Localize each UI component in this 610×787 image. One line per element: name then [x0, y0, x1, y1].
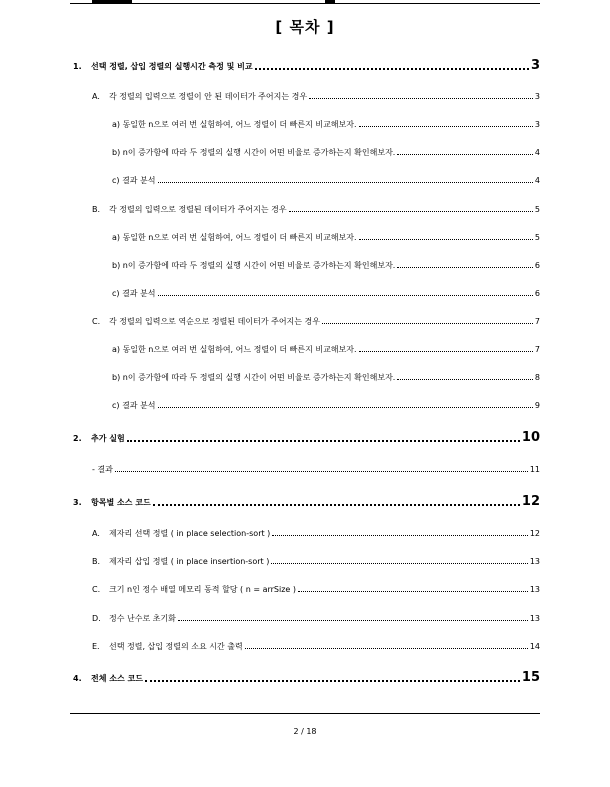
toc-entry-title: 전체 소스 코드 — [91, 674, 143, 683]
toc-entry-page: 9 — [534, 401, 540, 410]
toc-entry-title: 선택 정렬, 삽입 정렬의 실행시간 측정 및 비교 — [91, 62, 253, 71]
toc-entry-page: 13 — [529, 585, 540, 594]
toc-entry-page: 7 — [534, 345, 540, 354]
toc-entry-number: D. — [92, 614, 101, 623]
toc-entry[interactable] — [92, 528, 540, 539]
toc-entry-page: 3 — [534, 120, 540, 129]
toc-entry-number: 3. — [73, 498, 82, 507]
toc-entry[interactable] — [112, 119, 540, 130]
toc-entry[interactable] — [92, 91, 540, 102]
dot-leader — [359, 239, 533, 240]
toc-entry-page: 11 — [529, 465, 540, 474]
toc-entry-page: 5 — [534, 205, 540, 214]
dot-leader — [397, 267, 533, 268]
toc-entry-page: 13 — [529, 614, 540, 623]
toc-entry-number: A. — [92, 92, 100, 101]
toc-entry[interactable] — [112, 344, 540, 355]
toc-entry[interactable] — [92, 641, 540, 652]
toc-entry-title: 각 정렬의 입력으로 역순으로 정렬된 데이터가 주어지는 경우 — [109, 317, 320, 326]
toc-entry[interactable] — [92, 204, 540, 215]
toc-entry-title: a) 동일한 n으로 여러 번 실험하여, 어느 정렬이 더 빠른지 비교해보자. — [112, 120, 357, 129]
toc-entry-page: 12 — [521, 494, 540, 509]
toc-entry-page: 12 — [529, 529, 540, 538]
toc-entry-page: 10 — [521, 430, 540, 445]
dot-leader — [298, 591, 528, 592]
toc-entry[interactable] — [92, 464, 540, 475]
toc-entry-page: 6 — [534, 261, 540, 270]
header-rule — [70, 3, 540, 4]
dot-leader — [289, 211, 533, 212]
toc-entry-title: b) n이 증가함에 따라 두 정렬의 실행 시간이 어떤 비율로 증가하는지 확인해보자. — [112, 261, 396, 270]
toc-title: [ 목차 ] — [275, 18, 335, 36]
toc-entry-title: c) 결과 분석 — [112, 401, 156, 410]
toc-entry[interactable] — [92, 316, 540, 327]
toc-entry[interactable] — [73, 430, 540, 445]
toc-entry[interactable] — [92, 556, 540, 567]
header-fragment — [92, 0, 132, 3]
dot-leader — [158, 182, 533, 183]
toc-entry[interactable] — [112, 260, 540, 271]
toc-entry-page: 3 — [530, 58, 540, 73]
page-indicator: 2 / 18 — [293, 727, 317, 736]
toc-entry-number: 4. — [73, 674, 82, 683]
toc-entry[interactable] — [112, 232, 540, 243]
dot-leader — [255, 68, 529, 70]
toc-entry-page: 14 — [529, 642, 540, 651]
toc-entry-number: E. — [92, 642, 100, 651]
toc-entry-title: 각 정렬의 입력으로 정렬이 안 된 데이터가 주어지는 경우 — [109, 92, 308, 101]
toc-entry-number: C. — [92, 585, 101, 594]
toc-entry-title: 크기 n인 정수 배열 메모리 동적 할당 ( n = arrSize ) — [109, 585, 297, 594]
dot-leader — [158, 407, 533, 408]
toc-entry-title: b) n이 증가함에 따라 두 정렬의 실행 시간이 어떤 비율로 증가하는지 확인해보자. — [112, 148, 396, 157]
toc-entry[interactable] — [112, 147, 540, 158]
toc-entry[interactable] — [73, 58, 540, 73]
toc-entry-title: a) 동일한 n으로 여러 번 실험하여, 어느 정렬이 더 빠른지 비교해보자. — [112, 233, 357, 242]
dot-leader — [115, 471, 528, 472]
toc-entry-page: 4 — [534, 148, 540, 157]
toc-entry-title: 제자리 선택 정렬 ( in place selection-sort ) — [109, 529, 271, 538]
header-fragment — [325, 0, 335, 3]
toc-entry[interactable] — [112, 400, 540, 411]
toc-entry-title: - 결과 — [92, 465, 113, 474]
toc-entry-page: 5 — [534, 233, 540, 242]
toc-entry-number: B. — [92, 557, 101, 566]
footer-rule — [70, 713, 540, 714]
dot-leader — [245, 648, 528, 649]
toc-entry-page: 3 — [534, 92, 540, 101]
toc-entry[interactable] — [112, 372, 540, 383]
dot-leader — [359, 126, 533, 127]
toc-entry-page: 6 — [534, 289, 540, 298]
dot-leader — [178, 620, 528, 621]
toc-entry[interactable] — [73, 494, 540, 509]
toc-entry-title: 제자리 삽입 정렬 ( in place insertion-sort ) — [109, 557, 270, 566]
toc-entry-page: 15 — [521, 670, 540, 685]
toc-entry-number: B. — [92, 205, 101, 214]
dot-leader — [145, 680, 520, 682]
toc-entry-page: 7 — [534, 317, 540, 326]
dot-leader — [359, 351, 533, 352]
toc-entry-page: 8 — [534, 373, 540, 382]
dot-leader — [397, 154, 533, 155]
dot-leader — [322, 323, 533, 324]
toc-entry-number: 1. — [73, 62, 82, 71]
dot-leader — [397, 379, 533, 380]
toc-entry-title: 항목별 소스 코드 — [91, 498, 151, 507]
toc-entry-page: 4 — [534, 176, 540, 185]
toc-entry-title: c) 결과 분석 — [112, 289, 156, 298]
toc-entry-title: 추가 실험 — [91, 434, 125, 443]
toc-entry[interactable] — [92, 613, 540, 624]
toc-entry-title: c) 결과 분석 — [112, 176, 156, 185]
toc-entry-number: A. — [92, 529, 100, 538]
toc-entry[interactable] — [73, 670, 540, 685]
toc-entry-title: 정수 난수로 초기화 — [109, 614, 176, 623]
toc-entry-title: a) 동일한 n으로 여러 번 실험하여, 어느 정렬이 더 빠른지 비교해보자. — [112, 345, 357, 354]
toc-entry-page: 13 — [529, 557, 540, 566]
dot-leader — [309, 98, 533, 99]
dot-leader — [271, 563, 527, 564]
dot-leader — [127, 440, 520, 442]
toc-entry-title: 각 정렬의 입력으로 정렬된 데이터가 주어지는 경우 — [109, 205, 287, 214]
toc-entry-number: C. — [92, 317, 101, 326]
dot-leader — [153, 504, 520, 506]
toc-entry-number: 2. — [73, 434, 82, 443]
toc-entry-title: b) n이 증가함에 따라 두 정렬의 실행 시간이 어떤 비율로 증가하는지 확인해보자. — [112, 373, 396, 382]
toc-entry[interactable] — [92, 584, 540, 595]
toc-entry[interactable] — [112, 288, 540, 299]
dot-leader — [272, 535, 528, 536]
toc-entry[interactable] — [112, 175, 540, 186]
toc-entry-title: 선택 정렬, 삽입 정렬의 소요 시간 출력 — [109, 642, 243, 651]
dot-leader — [158, 295, 533, 296]
